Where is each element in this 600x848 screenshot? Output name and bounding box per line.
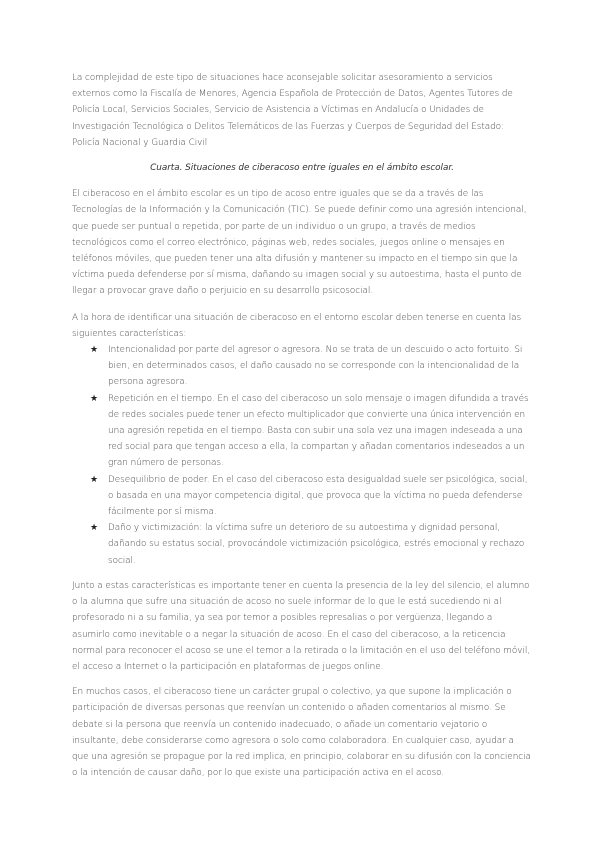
characteristics-list: [72, 342, 532, 569]
characteristics-intro: A la hora de identificar una situación de ciberacoso en el entorno escolar deben tenerse en cuenta las siguientes características:: [72, 312, 522, 339]
group-paragraph: En muchos casos, el ciberacoso tiene un carácter grupal o colectivo, ya que supone la implicación o participación de diversas personas que reenvían un contenido o añaden comentarios al mismo. Se debate si la persona que reenvía un contenido inadecuado, o añade un comentario vejatorio o insultante, debe considerarse como agresora o solo como colaboradora. En cualquier caso, ayudar a que una agresión se propague por la red implica, en principio, colaborar en su difusión con la conciencia o la intención de causar daño, por lo que existe una participación activa en el acoso.: [72, 687, 531, 779]
silence-paragraph: Junto a estas características es importante tener en cuenta la presencia de la ley del silencio, el alumno o la alumna que sufre una situación de acoso no suele informar de lo que le está sucediendo ni al profesorado ni a su familia, ya sea por temor a posibles represalias o por vergüenza, llegando a asumirlo como inevitable o a negar la situación de acoso. En el caso del ciberacoso, a la reticencia normal para reconocer el acoso se une el temor a la retirada o la limitación en el uso del teléfono móvil, el acceso a Internet o la participación en plataformas de juegos online.: [72, 580, 531, 672]
definition-paragraph: El ciberacoso en el ámbito escolar es un tipo de acoso entre iguales que se da a través de las Tecnologías de la Información y la Comunicación (TIC). Se puede definir como una agresión intencional, que puede ser puntual o repetida, por parte de un individuo o un grupo, a través de medios tecnológicos como el correo electrónico, páginas web, redes sociales, juegos online o mensajes en teléfonos móviles, que pueden tener una alta difusión y mantener su impacto en el tiempo sin que la víctima pueda defenderse por sí misma, dañando su imagen social y su autoestima, hasta el punto de llegar a provocar grave daño o perjuicio en su desarrollo psicosocial.: [72, 189, 527, 297]
list-item: [90, 391, 532, 472]
document-page: [72, 70, 532, 781]
list-item: [90, 472, 532, 521]
list-item-text: Desequilibrio de poder. En el caso del ciberacoso esta desigualdad suele ser psicológica, social, o basada en una mayor competencia digital, que provoca que la víctima no pueda defenderse fácilmente por sí misma.: [108, 474, 528, 518]
list-item: [90, 520, 532, 569]
list-item-text: Daño y victimización: la víctima sufre un deterioro de su autoestima y dignidad personal, dañando su estatus social, provocándole victimización psicológica, estrés emocional y rechazo social.: [108, 523, 525, 566]
star-bullet-icon: ★: [90, 345, 99, 356]
star-bullet-icon: ★: [90, 474, 99, 485]
star-bullet-icon: ★: [90, 523, 99, 534]
section-heading: Cuarta. Situaciones de ciberacoso entre iguales en el ámbito escolar.: [150, 163, 454, 174]
list-item-text: Repetición en el tiempo. En el caso del ciberacoso un solo mensaje o imagen difundida a través de redes sociales puede tener un efecto multiplicador que convierte una única intervención en una agresión repetida en el tiempo. Basta con subir una sola vez una imagen indeseada a una red social para que tengan acceso a ella, la compartan y añadan comentarios indeseados a un gran número de personas.: [108, 393, 529, 469]
list-item-text: Intencionalidad por parte del agresor o agresora. No se trata de un descuido o acto fortuito. Si bien, en determinados casos, el daño causado no se corresponde con la intencionalidad de la persona agresora.: [108, 345, 523, 388]
list-item: [90, 342, 532, 391]
intro-paragraph: La complejidad de este tipo de situaciones hace aconsejable solicitar asesoramiento a servicios externos como la Fiscalía de Menores, Agencia Española de Protección de Datos, Agentes Tutores de Policía Local, Servicios Sociales, Servicio de Asistencia a Víctimas en Andalucía o Unidades de Investigación Tecnológica o Delitos Telemáticos de las Fuerzas y Cuerpos de Seguridad del Estado: Policía Nacional y Guardia Civil: [72, 73, 513, 148]
star-bullet-icon: ★: [90, 393, 99, 404]
